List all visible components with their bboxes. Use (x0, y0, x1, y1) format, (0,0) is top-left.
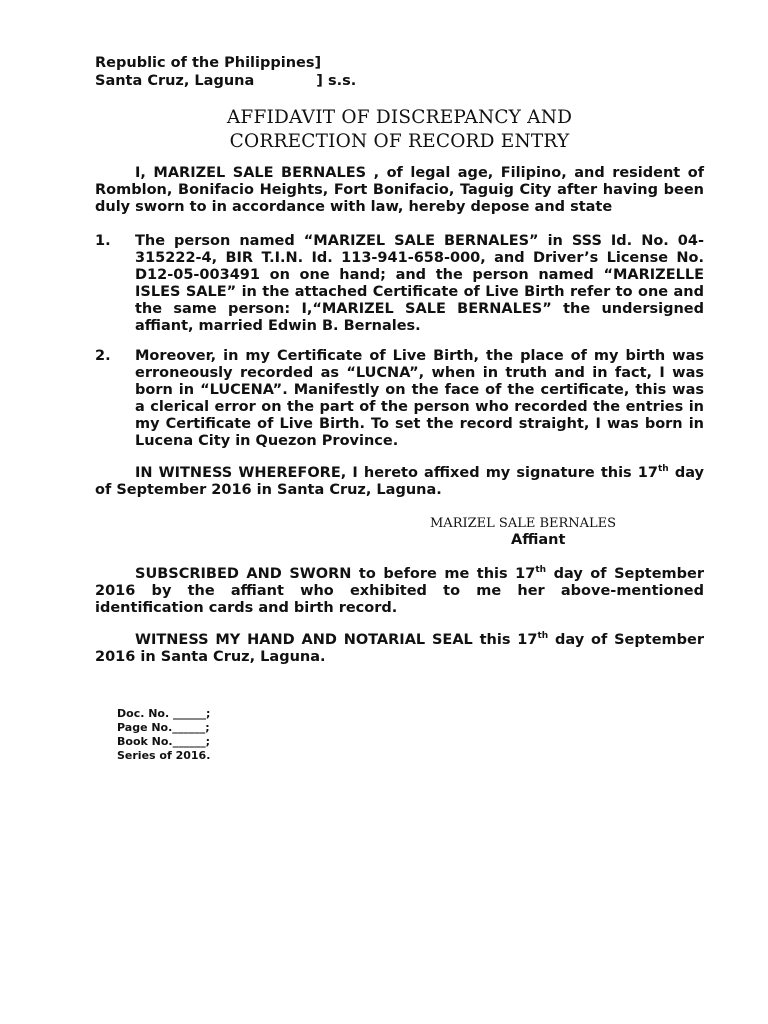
notarial-text-end: day of September 2016 in Santa Cruz, Laguna. (95, 632, 705, 665)
witness-text-end: day of September 2016 in Santa Cruz, Laguna. (95, 465, 704, 498)
venue-ss: ] s.s. (316, 73, 357, 89)
notarial-ordinal: th (537, 631, 549, 642)
affiant-name: MARIZEL SALE BERNALES (430, 516, 617, 531)
venue-line-2 (95, 72, 356, 90)
venue-place: Santa Cruz, Laguna (95, 73, 255, 89)
intro-paragraph: I, MARIZEL SALE BERNALES , of legal age, Filipino, and resident of Romblon, Bonifacio Heights, Fort Bonifacio, Taguig City after having been duly sworn to in accordance with law, hereby depose and state (95, 165, 704, 215)
document-title (95, 106, 704, 154)
series-line: Series of 2016. (117, 749, 211, 762)
doc-number-line: Doc. No. ______; (117, 707, 211, 720)
notarial-register-block (117, 707, 210, 763)
witness-text-start: IN WITNESS WHEREFORE, I hereto affixed my signature this 17 (135, 465, 658, 481)
subscribed-text-end: day of September 2016 by the affiant who exhibited to me her above-mentioned identification cards and birth record. (95, 566, 704, 616)
numbered-item-2 (95, 348, 704, 450)
witness-paragraph (95, 465, 704, 499)
item-number: 1. (95, 233, 111, 249)
affiant-label: Affiant (511, 532, 566, 548)
subscribed-text-start: SUBSCRIBED AND SWORN to before me this 17 (135, 566, 536, 582)
item-number: 2. (95, 348, 111, 364)
item-text: The person named “MARIZEL SALE BERNALES” in SSS Id. No. 04-315222-4, BIR T.I.N. Id. 113-941-658-000, and Driver’s License No. D12-05-003491 on one hand; and the person named “MARIZELLE ISLES SALE” in the attached Certificate of Live Birth refer to one and the same person: I,“MARIZEL SALE BERNALES” the undersigned affiant, married Edwin B. Bernales. (135, 233, 704, 334)
notarial-paragraph (95, 632, 704, 666)
title-line-2: CORRECTION OF RECORD ENTRY (229, 131, 570, 152)
title-line-1: AFFIDAVIT OF DISCREPANCY AND (226, 107, 573, 128)
notarial-text-start: WITNESS MY HAND AND NOTARIAL SEAL this 17 (135, 632, 538, 648)
subscribed-ordinal: th (535, 565, 547, 576)
venue-block (95, 54, 356, 90)
item-text: Moreover, in my Certificate of Live Birth, the place of my birth was erroneously recorded as “LUCNA”, when in truth and in fact, I was born in “LUCENA”. Manifestly on the face of the certificate, this was a clerical error on the part of the person who recorded the entries in my Certificate of Live Birth. To set the record straight, I was born in Lucena City in Quezon Province. (135, 348, 704, 449)
page-number-line: Page No.______; (117, 721, 210, 734)
witness-ordinal: th (657, 464, 669, 475)
subscribed-paragraph (95, 566, 704, 617)
venue-line-1: Republic of the Philippines] (95, 55, 322, 71)
book-number-line: Book No.______; (117, 735, 210, 748)
numbered-item-1 (95, 233, 704, 335)
